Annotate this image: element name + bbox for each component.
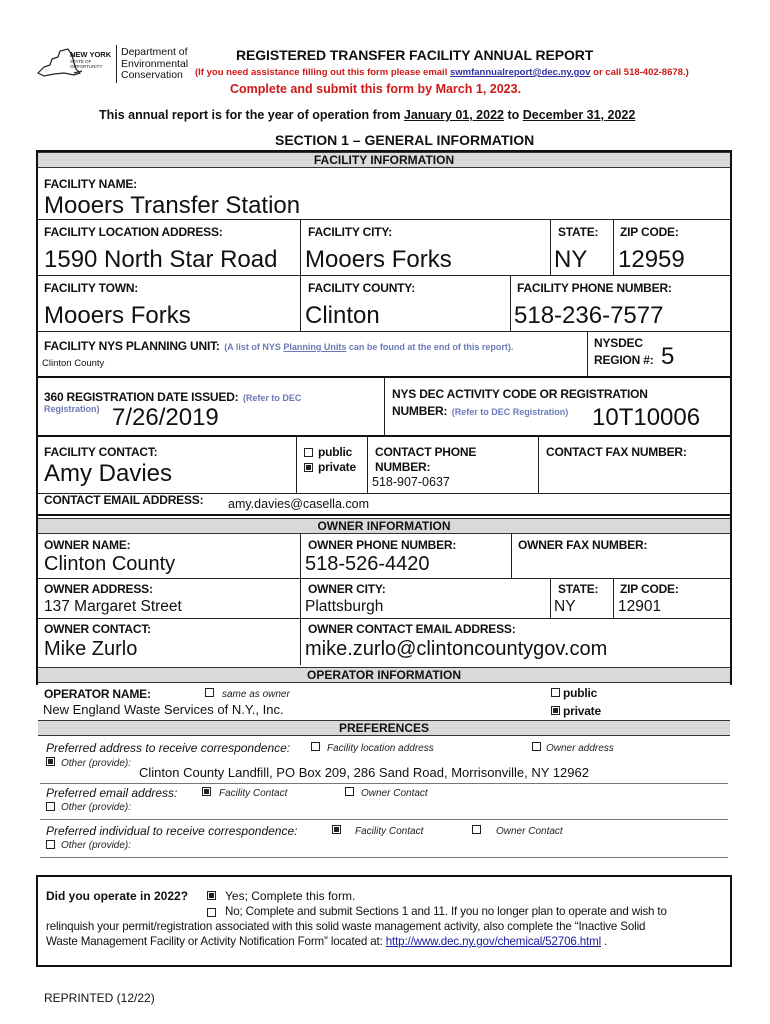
activity-code-hint: (Refer to DEC Registration) [451,407,569,417]
pref-owner-address-checkbox[interactable] [532,742,541,751]
pref-email-owner-label: Owner Contact [361,788,428,799]
operate-no-line3-suffix: . [601,935,608,948]
logo-conservation: Conservation [121,69,183,81]
pref-individual-facility-label: Facility Contact [355,826,424,837]
owner-zip-label: ZIP CODE: [620,582,679,596]
pref-address-other-value[interactable]: Clinton County Landfill, PO Box 209, 286 Sand Road, Morrisonville, NY 12962 [139,765,589,780]
reg-date-label: 360 REGISTRATION DATE ISSUED: [44,390,239,404]
section1-title: SECTION 1 – GENERAL INFORMATION [275,132,535,148]
operate-yes-checkbox[interactable] [207,891,216,900]
operator-public-checkbox[interactable] [551,688,560,697]
contact-public-label: public [318,445,353,459]
location-address-label: FACILITY LOCATION ADDRESS: [44,225,223,239]
facility-town-value[interactable]: Mooers Forks [44,302,191,329]
logo-dept: Department of [121,46,188,58]
operator-name-label: OPERATOR NAME: [44,687,151,701]
operate-no-line3 [46,935,607,948]
owner-name-label: OWNER NAME: [44,538,131,552]
facility-city-value[interactable]: Mooers Forks [305,246,452,273]
reg-date-value[interactable]: 7/26/2019 [112,404,219,431]
pref-address-other-label: Other (provide): [61,758,132,769]
assistance-note [195,67,689,78]
period-start: January 01, 2022 [403,108,504,122]
pref-email-facility-checkbox[interactable] [202,787,211,796]
owner-name-value[interactable]: Clinton County [44,553,176,575]
pref-individual-other-label: Other (provide): [61,840,132,851]
owner-zip-value[interactable]: 12901 [618,598,662,615]
pref-email-facility-label: Facility Contact [219,788,288,799]
pref-email-question: Preferred email address: [46,786,178,800]
owner-address-value[interactable]: 137 Margaret Street [44,598,182,615]
report-title: REGISTERED TRANSFER FACILITY ANNUAL REPORT [236,47,594,63]
owner-city-value[interactable]: Plattsburgh [305,598,384,615]
planning-unit-label: FACILITY NYS PLANNING UNIT: [44,339,220,353]
operator-public-label: public [563,686,598,700]
facility-city-label: FACILITY CITY: [308,225,393,239]
contact-fax-label: CONTACT FAX NUMBER: [546,445,687,459]
facility-phone-label: FACILITY PHONE NUMBER: [517,281,672,295]
facility-name-label: FACILITY NAME: [44,177,137,191]
pref-individual-question: Preferred individual to receive correspondence: [46,824,298,838]
same-as-owner-checkbox[interactable] [205,688,214,697]
facility-state-value[interactable]: NY [554,246,588,273]
pref-address-other-checkbox[interactable] [46,757,55,766]
period-mid: to [503,108,523,122]
owner-email-value[interactable]: mike.zurlo@clintoncountygov.com [305,638,608,660]
activity-code-value[interactable]: 10T10006 [592,404,701,431]
contact-phone-value[interactable]: 518-907-0637 [372,475,450,489]
pref-individual-owner-label: Owner Contact [496,826,563,837]
planning-unit-row [44,337,513,355]
pref-individual-facility-checkbox[interactable] [332,825,341,834]
owner-city-label: OWNER CITY: [308,582,386,596]
owner-phone-value[interactable]: 518-526-4420 [305,553,430,575]
inactive-form-link[interactable]: http://www.dec.ny.gov/chemical/52706.html [385,935,602,948]
owner-contact-value[interactable]: Mike Zurlo [44,638,138,660]
contact-email-label: CONTACT EMAIL ADDRESS: [44,493,204,507]
pref-email-other-label: Other (provide): [61,802,132,813]
owner-contact-label: OWNER CONTACT: [44,622,151,636]
facility-contact-value[interactable]: Amy Davies [44,460,173,487]
planning-units-link[interactable]: Planning Units [283,342,347,352]
facility-info-band: FACILITY INFORMATION [38,152,730,168]
contact-phone-label-1: CONTACT PHONE [375,445,477,459]
facility-state-label: STATE: [558,225,599,239]
pref-email-other-checkbox[interactable] [46,802,55,811]
region-value[interactable]: 5 [661,343,675,370]
reg-date-hint-b: Registration) [44,404,100,414]
pref-individual-other-checkbox[interactable] [46,840,55,849]
owner-phone-label: OWNER PHONE NUMBER: [308,538,457,552]
owner-address-label: OWNER ADDRESS: [44,582,153,596]
logo-env: Environmental [121,57,189,70]
period-prefix: This annual report is for the year of operation from [99,108,404,122]
operate-no-line2: relinquish your permit/registration associated with this solid waste management activity, also complete the “Inactive Solid [46,920,646,933]
pref-facility-location-checkbox[interactable] [311,742,320,751]
planning-unit-value[interactable]: Clinton County [42,358,105,369]
contact-phone-label-2: NUMBER: [375,460,431,474]
pref-email-owner-checkbox[interactable] [345,787,354,796]
facility-name-value[interactable]: Mooers Transfer Station [44,192,301,219]
contact-private-checkbox[interactable] [304,463,313,472]
operator-name-value[interactable]: New England Waste Services of N.Y., Inc. [43,702,284,717]
assistance-email-link[interactable]: swmfannualreport@dec.ny.gov [449,67,591,78]
operate-no-checkbox[interactable] [207,908,216,917]
activity-code-label-1: NYS DEC ACTIVITY CODE OR REGISTRATION [392,387,648,401]
location-address-value[interactable]: 1590 North Star Road [44,246,278,273]
contact-private-label: private [318,460,356,474]
logo-opportunity: OPPORTUNITY [70,64,103,69]
owner-state-value[interactable]: NY [554,598,576,615]
region-label-1: NYSDEC [594,336,643,350]
assistance-suffix: or call 518-402-8678.) [590,67,689,78]
facility-county-value[interactable]: Clinton [305,302,380,329]
operate-no-line1: No; Complete and submit Sections 1 and 11. If you no longer plan to operate and wish to [225,905,667,918]
owner-fax-label: OWNER FAX NUMBER: [518,538,648,552]
operate-no-line3-prefix: Waste Management Facility or Activity Notification Form” located at: [46,935,386,948]
same-as-owner-label: same as owner [222,689,290,700]
operate-question: Did you operate in 2022? [46,889,189,903]
pref-facility-location-label: Facility location address [327,743,434,754]
pref-individual-owner-checkbox[interactable] [472,825,481,834]
facility-zip-value[interactable]: 12959 [618,246,685,273]
pref-owner-address-label: Owner address [546,743,614,754]
logo-ny: NEW YORK [70,50,112,59]
activity-code-row [392,402,568,420]
facility-zip-label: ZIP CODE: [620,225,679,239]
deadline-text: Complete and submit this form by March 1, 2023. [230,82,522,96]
activity-code-label-2: NUMBER: [392,404,448,418]
facility-county-label: FACILITY COUNTY: [308,281,416,295]
owner-email-label: OWNER CONTACT EMAIL ADDRESS: [308,622,516,636]
pref-address-question: Preferred address to receive correspondence: [46,741,291,755]
region-label-2: REGION #: [594,353,654,367]
reporting-period [99,108,635,122]
facility-town-label: FACILITY TOWN: [44,281,139,295]
operator-info-band: OPERATOR INFORMATION [38,667,730,683]
facility-phone-value[interactable]: 518-236-7577 [514,302,664,329]
owner-info-band: OWNER INFORMATION [38,518,730,534]
operator-private-checkbox[interactable] [551,706,560,715]
planning-hint-a: (A list of NYS [224,342,284,352]
planning-hint-b: can be found at the end of this report). [346,342,514,352]
facility-contact-label: FACILITY CONTACT: [44,445,158,459]
nys-logo [34,45,194,85]
operate-yes-label: Yes; Complete this form. [225,889,356,903]
reprinted-footer: REPRINTED (12/22) [44,991,155,1005]
period-end: December 31, 2022 [522,108,636,122]
logo-state-of: STATE OF [70,59,92,64]
contact-public-checkbox[interactable] [304,448,313,457]
contact-email-value[interactable]: amy.davies@casella.com [228,497,369,511]
assistance-prefix: (If you need assistance filling out this form please email [195,67,450,78]
reg-date-hint-a: (Refer to DEC [242,393,302,403]
preferences-band: PREFERENCES [38,720,730,736]
operator-private-label: private [563,704,601,718]
owner-state-label: STATE: [558,582,599,596]
